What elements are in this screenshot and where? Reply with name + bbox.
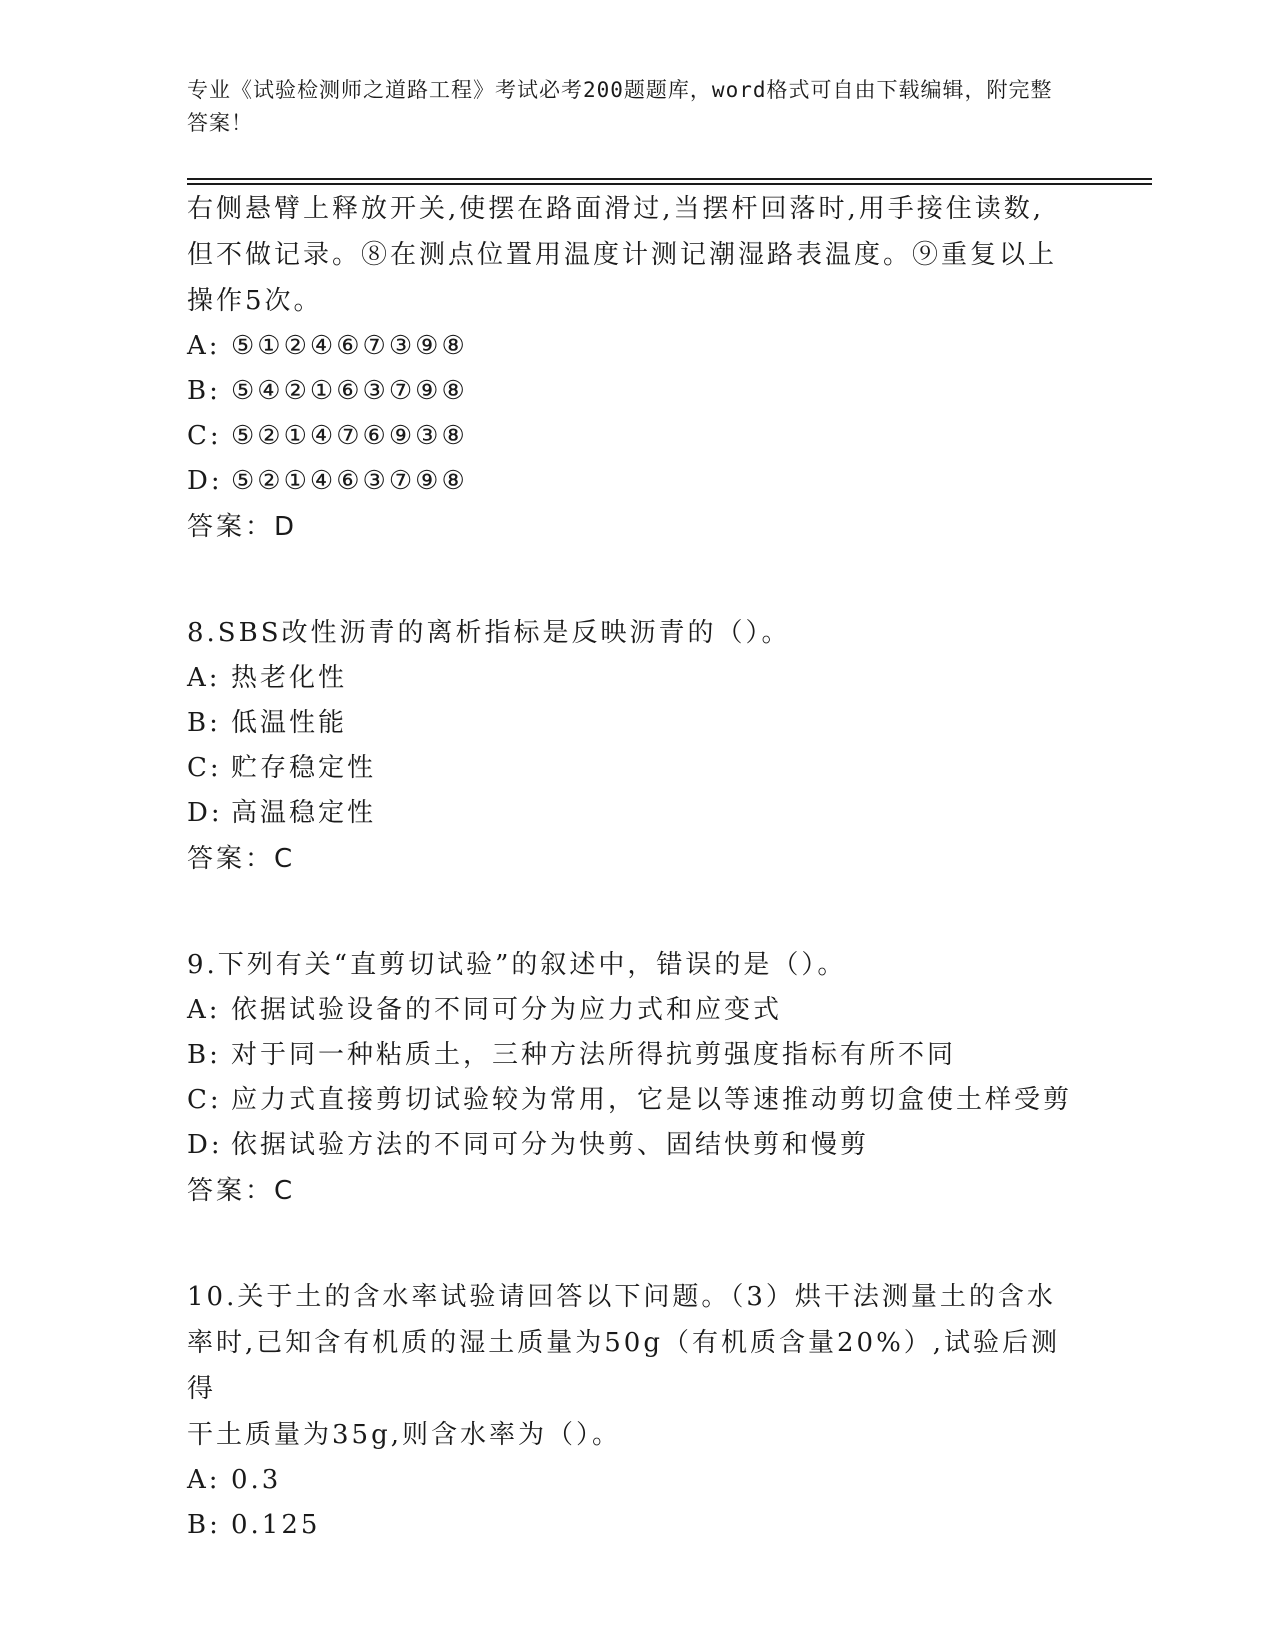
header-divider-top	[187, 178, 1152, 180]
option-a	[187, 1458, 1087, 1503]
document-header	[187, 74, 1067, 140]
option-text: 0.125	[231, 1510, 321, 1540]
option-key: A:	[187, 663, 221, 693]
option-text: 对于同一种粘质土，三种方法所得抗剪强度指标有所不同	[231, 1040, 957, 1070]
question-10	[187, 1274, 1087, 1548]
question-text-line: 率时,已知含有机质的湿土质量为50g（有机质含量20%）,试验后测得	[187, 1328, 1061, 1404]
option-a	[187, 324, 1087, 369]
option-key: A:	[187, 331, 221, 361]
option-b	[187, 701, 1087, 746]
option-text: ⑤①②④⑥⑦③⑨⑧	[231, 331, 468, 361]
option-key: D:	[187, 466, 223, 496]
question-content	[187, 186, 1087, 1548]
option-text: 依据试验方法的不同可分为快剪、固结快剪和慢剪	[231, 1130, 870, 1160]
option-a	[187, 656, 1087, 701]
option-d	[187, 1123, 1087, 1168]
option-text: 应力式直接剪切试验较为常用，它是以等速推动剪切盒使土样受剪	[231, 1085, 1073, 1115]
option-key: B:	[187, 376, 221, 406]
option-key: B:	[187, 1040, 221, 1070]
option-key: D:	[187, 798, 223, 828]
question-9	[187, 942, 1087, 1214]
option-d	[187, 791, 1087, 836]
question-text-line: 9.下列有关“直剪切试验”的叙述中，错误的是（）。	[187, 950, 847, 980]
option-text: 热老化性	[231, 663, 348, 693]
question-7-continuation	[187, 186, 1087, 550]
option-text: 贮存稳定性	[231, 753, 377, 783]
option-c	[187, 1078, 1087, 1123]
option-text: 低温性能	[231, 708, 348, 738]
option-text: ⑤②①④⑥③⑦⑨⑧	[231, 466, 468, 496]
option-text: ⑤④②①⑥③⑦⑨⑧	[231, 376, 468, 406]
answer-line: 答案：C	[187, 1176, 296, 1206]
option-a	[187, 988, 1087, 1033]
question-text-line: 10.关于土的含水率试验请回答以下问题。（3）烘干法测量土的含水	[187, 1282, 1056, 1312]
option-key: A:	[187, 995, 221, 1025]
answer-line: 答案：C	[187, 844, 296, 874]
header-divider-bottom	[187, 183, 1152, 185]
header-title: 专业《试验检测师之道路工程》考试必考200题题库，word格式可自由下载编辑，附完整答案！	[187, 78, 1053, 135]
option-text: 高温稳定性	[231, 798, 377, 828]
option-key: D:	[187, 1130, 223, 1160]
option-b	[187, 1503, 1087, 1548]
question-text-line: 干土质量为35g,则含水率为（）。	[187, 1420, 621, 1450]
option-c	[187, 414, 1087, 459]
question-text-line: 右侧悬臂上释放开关,使摆在路面滑过,当摆杆回落时,用手接住读数,	[187, 194, 1045, 224]
option-text: 依据试验设备的不同可分为应力式和应变式	[231, 995, 783, 1025]
option-key: B:	[187, 1510, 221, 1540]
option-b	[187, 369, 1087, 414]
question-8	[187, 610, 1087, 882]
option-c	[187, 746, 1087, 791]
option-b	[187, 1033, 1087, 1078]
option-key: C:	[187, 753, 222, 783]
question-text-line: 但不做记录。⑧在测点位置用温度计测记潮湿路表温度。⑨重复以上	[187, 240, 1058, 270]
option-key: C:	[187, 421, 222, 451]
option-d	[187, 459, 1087, 504]
option-text: ⑤②①④⑦⑥⑨③⑧	[231, 421, 468, 451]
question-text-line: 8.SBS改性沥青的离析指标是反映沥青的（）。	[187, 618, 791, 648]
option-key: A:	[187, 1465, 221, 1495]
question-text-line: 操作5次。	[187, 286, 323, 316]
answer-line: 答案：D	[187, 512, 298, 542]
option-key: C:	[187, 1085, 222, 1115]
option-key: B:	[187, 708, 221, 738]
option-text: 0.3	[231, 1465, 282, 1495]
